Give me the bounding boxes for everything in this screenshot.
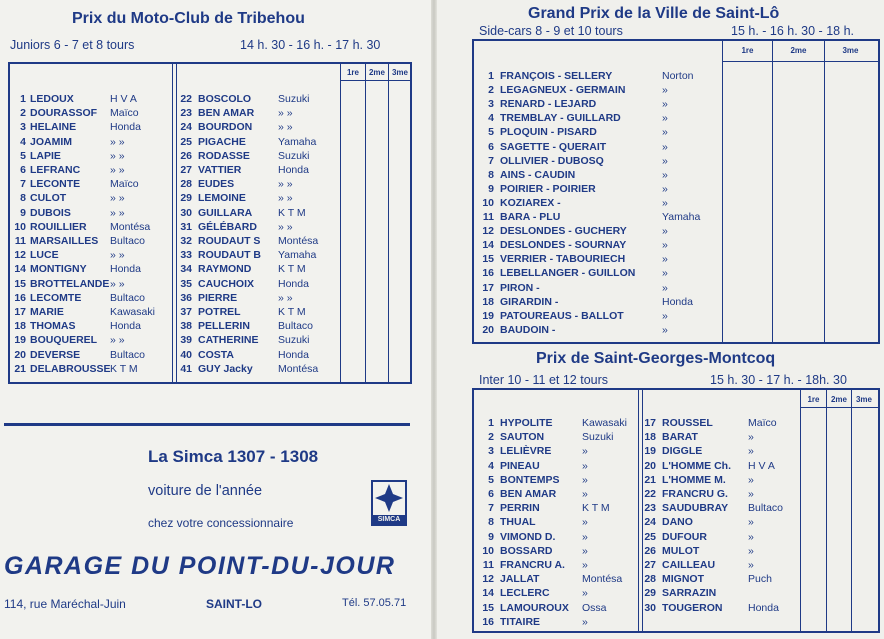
juniors-header-1st: 1re (346, 68, 359, 77)
sidecar-rider-name: BARA - PLU (500, 211, 561, 223)
sidecar-bike-brand: » (662, 309, 668, 322)
inter-rider-name: VIMOND D. (500, 530, 556, 543)
juniors-entry-table (8, 62, 412, 384)
juniors-entry-number: 2 (20, 107, 26, 120)
juniors-bike-brand: Suzuki (278, 149, 310, 162)
sidecar-entry-number: 2 (488, 84, 494, 97)
juniors-bike-brand: Honda (278, 348, 309, 361)
inter-race-title: Prix de Saint-Georges-Montcoq (536, 350, 776, 367)
juniors-bike-brand: Yamaha (278, 249, 317, 262)
inter-entry-number: 18 (644, 431, 656, 444)
juniors-entry-number: 4 (20, 135, 26, 148)
sidecar-bike-brand: » (662, 182, 668, 195)
inter-bike-brand: Ossa (582, 601, 607, 614)
sidecar-rider-name: KOZIAREX - (500, 196, 561, 209)
juniors-bike-brand: Bultaco (110, 235, 146, 247)
sidecar-header-3rd: 3me (842, 46, 859, 55)
juniors-bike-brand: » » (110, 192, 125, 205)
sidecar-entry-number: 17 (482, 281, 494, 294)
sidecar-times: 15 h. - 16 h. 30 - 18 h. (731, 24, 854, 38)
juniors-entry-number: 6 (20, 164, 26, 176)
juniors-bike-brand: » » (278, 192, 293, 205)
juniors-rider-name: BOSCOLO (198, 93, 252, 105)
juniors-bike-brand: Bultaco (278, 320, 314, 333)
inter-bike-brand: » (748, 544, 754, 557)
juniors-rider-name: MONTIGNY (30, 263, 87, 276)
inter-entry-number: 29 (644, 587, 656, 600)
sidecar-entry-number: 8 (488, 168, 494, 181)
sidecar-bike-brand: » (662, 140, 668, 153)
juniors-rider-name: GUILLARA (198, 206, 253, 219)
inter-bike-brand: » (582, 530, 588, 543)
sidecar-entry-number: 1 (488, 70, 494, 82)
sidecar-bike-brand: » (662, 168, 668, 181)
inter-entry-number: 16 (482, 615, 494, 628)
sidecar-rider-name: RENARD - LEJARD (500, 98, 597, 111)
inter-rider-name: L'HOMME Ch. (662, 459, 731, 472)
inter-entry-number: 8 (488, 516, 494, 529)
sidecar-bike-brand: » (662, 126, 668, 139)
inter-times: 15 h. 30 - 17 h. - 18h. 30 (710, 373, 847, 387)
inter-rider-name: PINEAU (500, 459, 540, 472)
inter-rider-name: FRANCRU A. (500, 559, 565, 571)
inter-rider-name: SAUTON (500, 431, 545, 444)
inter-rider-name: LELIÈVRE (500, 445, 552, 458)
sidecar-rider-name: PIRON - (500, 281, 540, 294)
sidecar-rider-name: VERRIER - TABOURIECH (500, 253, 626, 266)
sidecar-rider-name: BAUDOIN - (500, 323, 556, 336)
juniors-bike-brand: Montésa (278, 362, 319, 375)
sidecar-entry-number: 11 (482, 211, 494, 223)
inter-bike-brand: Bultaco (748, 502, 784, 515)
juniors-rider-name: RODASSE (198, 149, 250, 162)
juniors-bike-brand: » » (110, 149, 125, 162)
inter-entry-number: 24 (644, 516, 656, 529)
juniors-rider-name: LECOMTE (30, 291, 82, 304)
inter-bike-brand: » (748, 431, 754, 444)
sidecar-header-1st: 1re (741, 46, 754, 55)
inter-entry-number: 27 (644, 559, 656, 571)
inter-rider-name: TITAIRE (500, 615, 541, 628)
inter-entry-number: 21 (644, 473, 656, 486)
ad-divider (4, 423, 410, 426)
sidecar-rider-name: AINS - CAUDIN (500, 168, 576, 181)
inter-rider-name: THUAL (500, 516, 536, 529)
juniors-entry-number: 15 (14, 277, 26, 290)
juniors-bike-brand: Kawasaki (110, 306, 155, 318)
sidecar-entry-table (472, 39, 880, 344)
inter-rider-name: BOSSARD (500, 544, 553, 557)
juniors-entry-number: 11 (14, 235, 26, 247)
sidecar-rider-name: OLLIVIER - DUBOSQ (500, 154, 604, 167)
juniors-bike-brand: Montésa (278, 235, 319, 247)
juniors-entry-number: 21 (14, 362, 26, 375)
inter-entry-number: 7 (488, 502, 494, 515)
juniors-rider-name: CATHERINE (198, 334, 259, 347)
juniors-rider-name: ROUILLIER (30, 220, 87, 233)
juniors-bike-brand: » » (278, 121, 293, 134)
juniors-rider-name: PIERRE (198, 291, 238, 304)
juniors-entry-number: 30 (180, 206, 192, 219)
juniors-rider-name: GÉLÉBARD (198, 220, 257, 233)
juniors-entry-number: 1 (20, 93, 26, 105)
inter-rider-name: BEN AMAR (500, 488, 557, 500)
juniors-rider-name: ROUDAUT B (198, 249, 261, 262)
juniors-bike-brand: K T M (278, 206, 306, 219)
inter-bike-brand: » (748, 530, 754, 543)
sidecar-bike-brand: » (662, 84, 668, 97)
inter-bike-brand: » (582, 587, 588, 600)
juniors-rider-name: DOURASSOF (30, 107, 98, 120)
juniors-bike-brand: Bultaco (110, 348, 146, 361)
inter-bike-brand: » (582, 544, 588, 557)
inter-bike-brand: » (582, 459, 588, 472)
sidecar-class-label: Side-cars 8 - 9 et 10 tours (479, 24, 623, 38)
juniors-header-3rd: 3me (391, 68, 408, 77)
juniors-rider-name: DELABROUSSE (30, 362, 111, 375)
ad-model: La Simca 1307 - 1308 (148, 447, 319, 466)
juniors-entry-number: 38 (180, 320, 192, 333)
inter-rider-name: HYPOLITE (500, 417, 553, 429)
juniors-race-title: Prix du Moto-Club de Tribehou (72, 10, 305, 27)
sidecar-entry-number: 6 (488, 140, 494, 153)
sidecar-entry-number: 16 (482, 267, 494, 280)
inter-entry-number: 1 (488, 417, 494, 429)
inter-bike-brand: K T M (582, 502, 610, 515)
sidecar-entry-number: 4 (488, 112, 494, 125)
inter-bike-brand: » (748, 473, 754, 486)
inter-bike-brand: » (582, 516, 588, 529)
juniors-rider-name: BOURDON (198, 121, 253, 134)
juniors-bike-brand: Bultaco (110, 291, 146, 304)
juniors-bike-brand: Honda (278, 277, 309, 290)
inter-rider-name: DUFOUR (662, 530, 707, 543)
inter-rider-name: BARAT (662, 431, 698, 444)
inter-bike-brand: Honda (748, 601, 779, 614)
juniors-entry-number: 9 (20, 206, 26, 219)
sidecar-entry-number: 15 (482, 253, 494, 266)
inter-entry-number: 20 (644, 459, 656, 472)
inter-rider-name: DIGGLE (662, 445, 703, 458)
juniors-header-2nd: 2me (368, 68, 385, 77)
juniors-rider-name: COSTA (198, 348, 234, 361)
garage-name: GARAGE DU POINT-DU-JOUR (4, 552, 396, 580)
juniors-bike-brand: Maïco (110, 107, 139, 120)
juniors-entry-number: 28 (180, 178, 192, 191)
juniors-class-label: Juniors 6 - 7 et 8 tours (10, 38, 135, 52)
juniors-bike-brand: Honda (110, 320, 141, 333)
inter-entry-table (472, 388, 880, 633)
inter-entry-number: 22 (644, 488, 656, 500)
juniors-bike-brand: K T M (278, 263, 306, 276)
inter-bike-brand: Maïco (748, 417, 777, 429)
sidecar-rider-name: PATOUREAUS - BALLOT (500, 309, 624, 322)
juniors-bike-brand: » » (110, 164, 125, 176)
sidecar-entry-number: 14 (482, 239, 494, 252)
inter-entry-number: 30 (644, 601, 656, 614)
sidecar-bike-brand: » (662, 225, 668, 238)
inter-bike-brand: » (748, 445, 754, 458)
juniors-rider-name: PELLERIN (198, 320, 250, 333)
inter-entry-number: 25 (644, 530, 656, 543)
sidecar-rider-name: FRANÇOIS - SELLERY (500, 70, 613, 82)
inter-rider-name: LECLERC (500, 587, 550, 600)
juniors-bike-brand: Honda (110, 121, 141, 134)
inter-entry-number: 6 (488, 488, 494, 500)
juniors-rider-name: BEN AMAR (198, 107, 255, 120)
inter-rider-name: CAILLEAU (662, 559, 716, 571)
juniors-entry-number: 12 (14, 249, 26, 262)
inter-entry-number: 28 (644, 573, 656, 586)
juniors-bike-brand: Honda (110, 263, 141, 276)
juniors-entry-number: 29 (180, 192, 192, 205)
juniors-bike-brand: » » (110, 277, 125, 290)
sidecar-bike-brand: » (662, 281, 668, 294)
juniors-rider-name: BOUQUEREL (30, 334, 98, 347)
sidecar-rider-name: SAGETTE - QUERAIT (500, 140, 607, 153)
sidecar-entry-number: 7 (488, 154, 494, 167)
inter-entry-number: 15 (482, 601, 494, 614)
juniors-rider-name: JOAMIM (30, 135, 72, 148)
inter-bike-brand: » (582, 445, 588, 458)
juniors-bike-brand: » » (110, 249, 125, 262)
juniors-bike-brand: Suzuki (278, 93, 310, 105)
sidecar-bike-brand: Yamaha (662, 211, 701, 223)
juniors-entry-number: 32 (180, 235, 192, 247)
ad-tagline: voiture de l'année (148, 483, 263, 499)
garage-phone: Tél. 57.05.71 (342, 597, 407, 609)
inter-bike-brand: Montésa (582, 573, 623, 586)
simca-logo-text: SIMCA (377, 516, 401, 523)
juniors-rider-name: LEMOINE (198, 192, 246, 205)
juniors-rider-name: ROUDAUT S (198, 235, 261, 247)
inter-entry-number: 9 (488, 530, 494, 543)
sidecar-rider-name: LEGAGNEUX - GERMAIN (500, 84, 626, 97)
sidecar-bike-brand: » (662, 253, 668, 266)
juniors-rider-name: BROTTELANDE (30, 277, 110, 290)
inter-bike-brand: » (748, 488, 754, 500)
inter-entry-number: 3 (488, 445, 494, 458)
juniors-bike-brand: » » (110, 334, 125, 347)
sidecar-bike-brand: Honda (662, 295, 693, 308)
inter-entry-number: 26 (644, 544, 656, 557)
ad-dealer-line: chez votre concessionnaire (148, 516, 294, 530)
juniors-entry-number: 27 (180, 164, 192, 176)
juniors-entry-number: 26 (180, 149, 192, 162)
sidecar-bike-brand: Norton (662, 70, 694, 82)
juniors-entry-number: 35 (180, 277, 192, 290)
juniors-rider-name: PIGACHE (198, 135, 246, 148)
inter-entry-number: 23 (644, 502, 656, 515)
juniors-entry-number: 40 (180, 348, 192, 361)
sidecar-header-2nd: 2me (790, 46, 807, 55)
juniors-rider-name: GUY Jacky (198, 362, 253, 375)
juniors-bike-brand: Maïco (110, 178, 139, 191)
inter-rider-name: ROUSSEL (662, 417, 713, 429)
juniors-rider-name: EUDES (198, 178, 235, 191)
inter-entry-number: 4 (488, 459, 494, 472)
juniors-bike-brand: H V A (110, 93, 137, 105)
juniors-entry-number: 25 (180, 135, 192, 148)
juniors-entry-number: 37 (180, 306, 192, 318)
juniors-entry-number: 10 (14, 220, 26, 233)
sidecar-bike-brand: » (662, 154, 668, 167)
sidecar-bike-brand: » (662, 239, 668, 252)
inter-header-2nd: 2me (830, 395, 847, 404)
sidecar-rider-name: GIRARDIN - (500, 295, 559, 308)
juniors-entry-number: 31 (180, 220, 192, 233)
juniors-bike-brand: Suzuki (278, 334, 310, 347)
inter-bike-brand: Puch (748, 573, 772, 586)
juniors-rider-name: LAPIE (30, 149, 61, 162)
juniors-entry-number: 20 (14, 348, 26, 361)
inter-rider-name: JALLAT (500, 573, 540, 586)
juniors-entry-number: 16 (14, 291, 26, 304)
juniors-bike-brand: Montésa (110, 220, 151, 233)
inter-bike-brand: » (748, 516, 754, 529)
juniors-bike-brand: » » (278, 178, 293, 191)
inter-rider-name: BONTEMPS (500, 473, 560, 486)
inter-header-1st: 1re (807, 395, 820, 404)
sidecar-rider-name: DESLONDES - SOURNAY (500, 239, 627, 252)
inter-rider-name: SAUDUBRAY (662, 502, 729, 515)
sidecar-entry-number: 10 (482, 196, 494, 209)
garage-city: SAINT-LO (206, 597, 262, 611)
inter-entry-number: 19 (644, 445, 656, 458)
sidecar-bike-brand: » (662, 98, 668, 111)
inter-rider-name: FRANCRU G. (662, 488, 728, 500)
sidecar-bike-brand: » (662, 267, 668, 280)
juniors-entry-number: 8 (20, 192, 26, 205)
juniors-bike-brand: » » (110, 206, 125, 219)
inter-entry-number: 12 (482, 573, 494, 586)
juniors-rider-name: DEVERSE (30, 348, 81, 361)
juniors-entry-number: 36 (180, 291, 192, 304)
juniors-entry-number: 22 (180, 93, 192, 105)
sidecar-entry-number: 9 (488, 182, 494, 195)
inter-rider-name: L'HOMME M. (662, 473, 726, 486)
sidecar-rider-name: LEBELLANGER - GUILLON (500, 267, 636, 280)
inter-rider-name: DANO (662, 516, 693, 529)
sidecar-entry-number: 12 (482, 225, 494, 238)
inter-rider-name: TOUGERON (662, 601, 723, 614)
sidecar-bike-brand: » (662, 323, 668, 336)
inter-rider-name: SARRAZIN (662, 587, 717, 600)
inter-entry-number: 2 (488, 431, 494, 444)
inter-bike-brand: Suzuki (582, 431, 614, 444)
inter-entry-number: 5 (488, 473, 494, 486)
inter-bike-brand: » (582, 615, 588, 628)
sidecar-entry-number: 5 (488, 126, 494, 139)
sidecar-race-title: Grand Prix de la Ville de Saint-Lô (528, 5, 780, 22)
sidecar-entry-number: 3 (488, 98, 494, 111)
juniors-entry-number: 39 (180, 334, 192, 347)
juniors-bike-brand: K T M (278, 306, 306, 318)
inter-bike-brand: » (582, 559, 588, 571)
juniors-entry-number: 41 (180, 362, 192, 375)
juniors-rider-name: THOMAS (30, 320, 76, 333)
inter-rider-name: MIGNOT (662, 573, 704, 586)
juniors-rider-name: DUBOIS (30, 206, 71, 219)
inter-entry-number: 10 (482, 544, 494, 557)
sidecar-rider-name: TREMBLAY - GUILLARD (500, 112, 621, 125)
juniors-bike-brand: » » (278, 291, 293, 304)
garage-address: 114, rue Maréchal-Juin (4, 597, 126, 611)
juniors-bike-brand: » » (278, 107, 293, 120)
sidecar-rider-name: PLOQUIN - PISARD (500, 126, 597, 139)
juniors-entry-number: 19 (14, 334, 26, 347)
simca-logo-icon (371, 480, 407, 526)
juniors-rider-name: MARSAILLES (30, 235, 99, 247)
inter-bike-brand: Kawasaki (582, 417, 627, 429)
juniors-entry-number: 23 (180, 107, 192, 120)
juniors-bike-brand: Honda (278, 164, 309, 176)
juniors-entry-number: 24 (180, 121, 192, 134)
juniors-rider-name: MARIE (30, 306, 64, 318)
juniors-bike-brand: » » (278, 220, 293, 233)
juniors-entry-number: 34 (180, 263, 192, 276)
sidecar-rider-name: DESLONDES - GUCHERY (500, 225, 627, 238)
juniors-rider-name: POTREL (198, 306, 241, 318)
sidecar-entry-number: 20 (482, 323, 494, 336)
juniors-entry-number: 5 (20, 149, 26, 162)
juniors-rider-name: HELAINE (30, 121, 77, 134)
juniors-entry-number: 14 (14, 263, 26, 276)
inter-header-3rd: 3me (855, 395, 872, 404)
juniors-rider-name: LEDOUX (30, 93, 74, 105)
sidecar-entry-number: 18 (482, 295, 494, 308)
juniors-rider-name: LEFRANC (30, 164, 81, 176)
juniors-entry-number: 3 (20, 121, 26, 134)
juniors-bike-brand: Yamaha (278, 135, 317, 148)
sidecar-rider-name: POIRIER - POIRIER (500, 182, 596, 195)
inter-entry-number: 17 (644, 417, 656, 429)
center-fold (431, 0, 437, 639)
juniors-rider-name: LECONTE (30, 178, 81, 191)
sidecar-entry-number: 19 (482, 309, 494, 322)
juniors-rider-name: RAYMOND (198, 263, 252, 276)
inter-class-label: Inter 10 - 11 et 12 tours (479, 373, 609, 387)
juniors-entry-number: 33 (180, 249, 192, 262)
juniors-bike-brand: » » (110, 135, 125, 148)
inter-entry-number: 14 (482, 587, 494, 600)
juniors-entry-number: 7 (20, 178, 26, 191)
juniors-times: 14 h. 30 - 16 h. - 17 h. 30 (240, 38, 381, 52)
juniors-entry-number: 18 (14, 320, 26, 333)
juniors-rider-name: VATTIER (198, 164, 242, 176)
inter-entry-number: 11 (482, 559, 494, 571)
juniors-rider-name: LUCE (30, 249, 59, 262)
inter-bike-brand: H V A (748, 459, 775, 472)
juniors-bike-brand: K T M (110, 362, 138, 375)
juniors-rider-name: CAUCHOIX (198, 277, 255, 290)
inter-bike-brand: » (582, 488, 588, 500)
juniors-entry-number: 17 (14, 306, 26, 318)
sidecar-bike-brand: » (662, 196, 668, 209)
inter-rider-name: LAMOUROUX (500, 601, 569, 614)
inter-bike-brand: » (582, 473, 588, 486)
inter-rider-name: MULOT (662, 544, 700, 557)
juniors-rider-name: CULOT (30, 192, 67, 205)
inter-bike-brand: » (748, 559, 754, 571)
inter-rider-name: PERRIN (500, 502, 540, 515)
sidecar-bike-brand: » (662, 112, 668, 125)
